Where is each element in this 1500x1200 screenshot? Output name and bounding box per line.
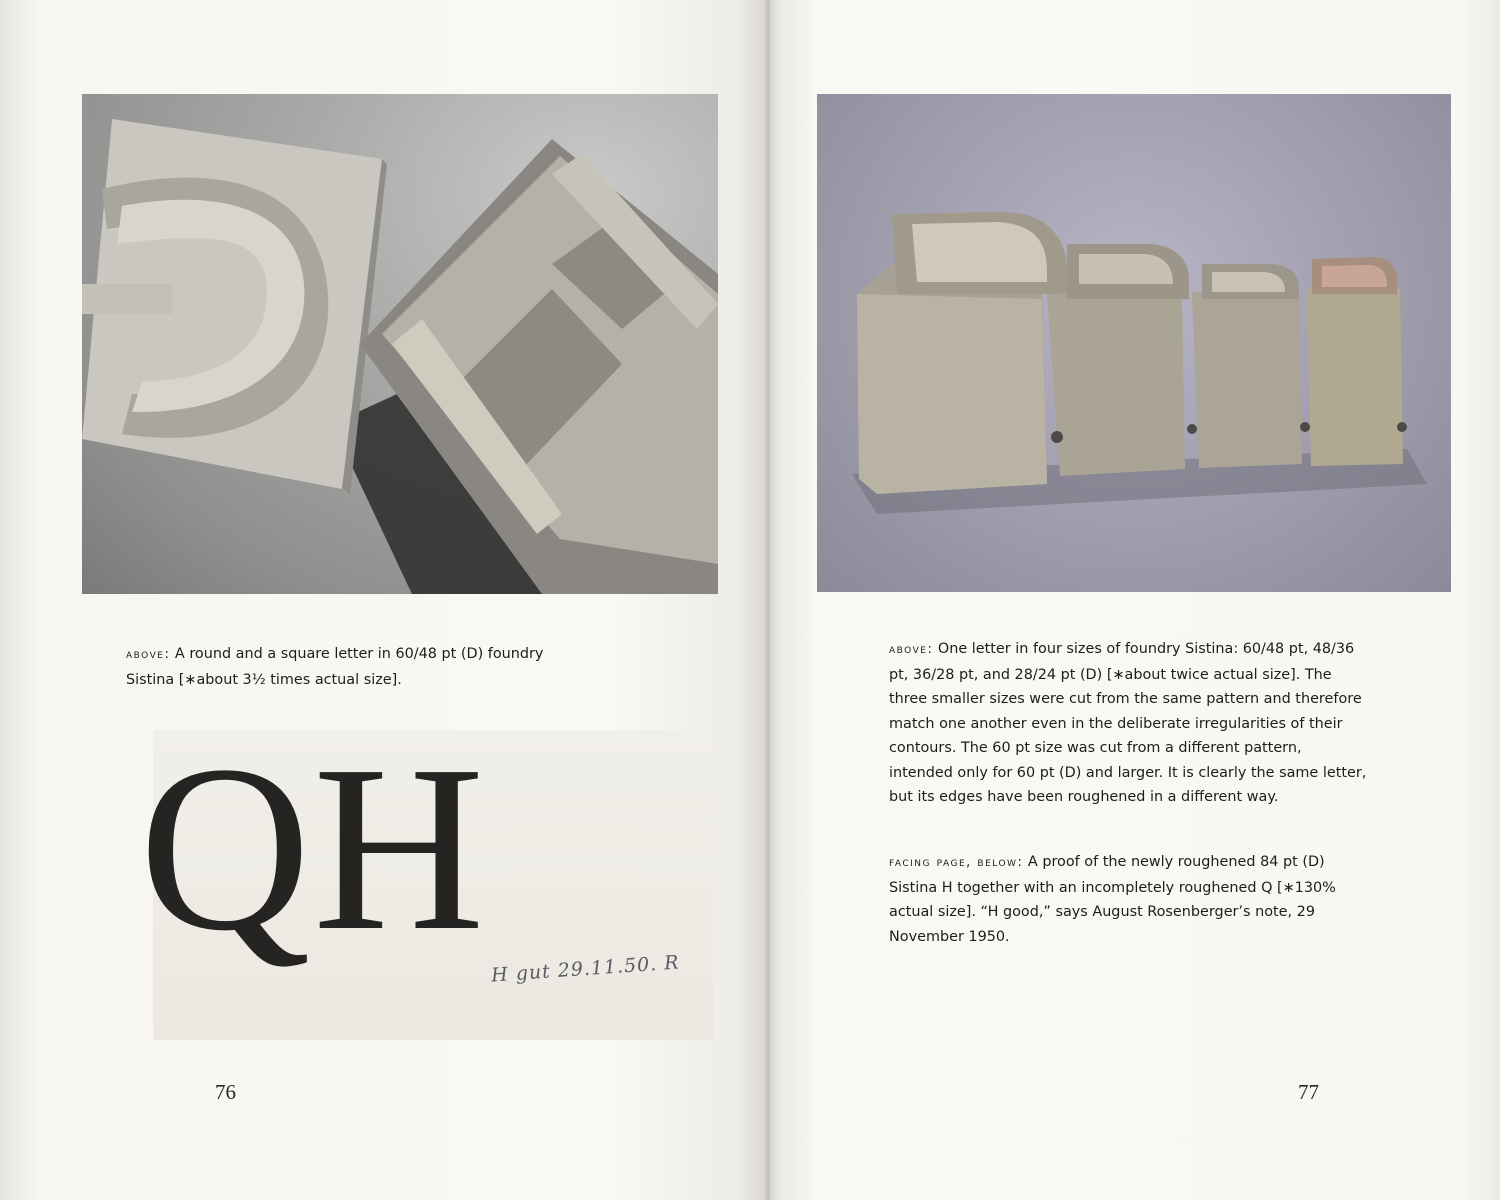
proof-caption — [889, 850, 1367, 949]
page-number: 76 — [215, 1080, 236, 1104]
book-gutter — [765, 0, 771, 1200]
photo-round-and-square-type — [82, 94, 718, 594]
caption-text: A round and a square letter in 60/48 pt (D) foundry Sistina [∗about 3½ times actual size]. — [126, 646, 544, 688]
caption-lead: facing page, below: — [889, 855, 1024, 870]
type-proof — [139, 717, 713, 1040]
caption-lead: above: — [889, 642, 934, 657]
right-page — [768, 0, 1500, 1200]
photo-four-sizes-of-type — [817, 94, 1451, 592]
caption-text: A proof of the newly roughened 84 pt (D) Sistina H together with an incompletely roughened Q [∗130% actual size]. “H good,” says August Rosenberger’s note, 29 November 1950. — [889, 854, 1336, 945]
proof-letters: QH — [139, 717, 487, 980]
page-number: 77 — [1298, 1080, 1319, 1104]
caption-lead: above: — [126, 647, 171, 662]
photo-caption — [889, 637, 1367, 810]
handwritten-note: H gut 29.11.50. R — [490, 951, 681, 987]
photo-caption — [126, 642, 576, 692]
caption-text: One letter in four sizes of foundry Sistina: 60/48 pt, 48/36 pt, 36/28 pt, and 28/24 pt (D) [∗about twice actual size]. The three smaller sizes were cut from the same pattern and therefore match one another even in the deliberate irregularities of their contours. The 60 pt size was cut from a different pattern, intended only for 60 pt (D) and larger. It is clearly the same letter, but its edges have been roughened in a different way. — [889, 641, 1367, 805]
